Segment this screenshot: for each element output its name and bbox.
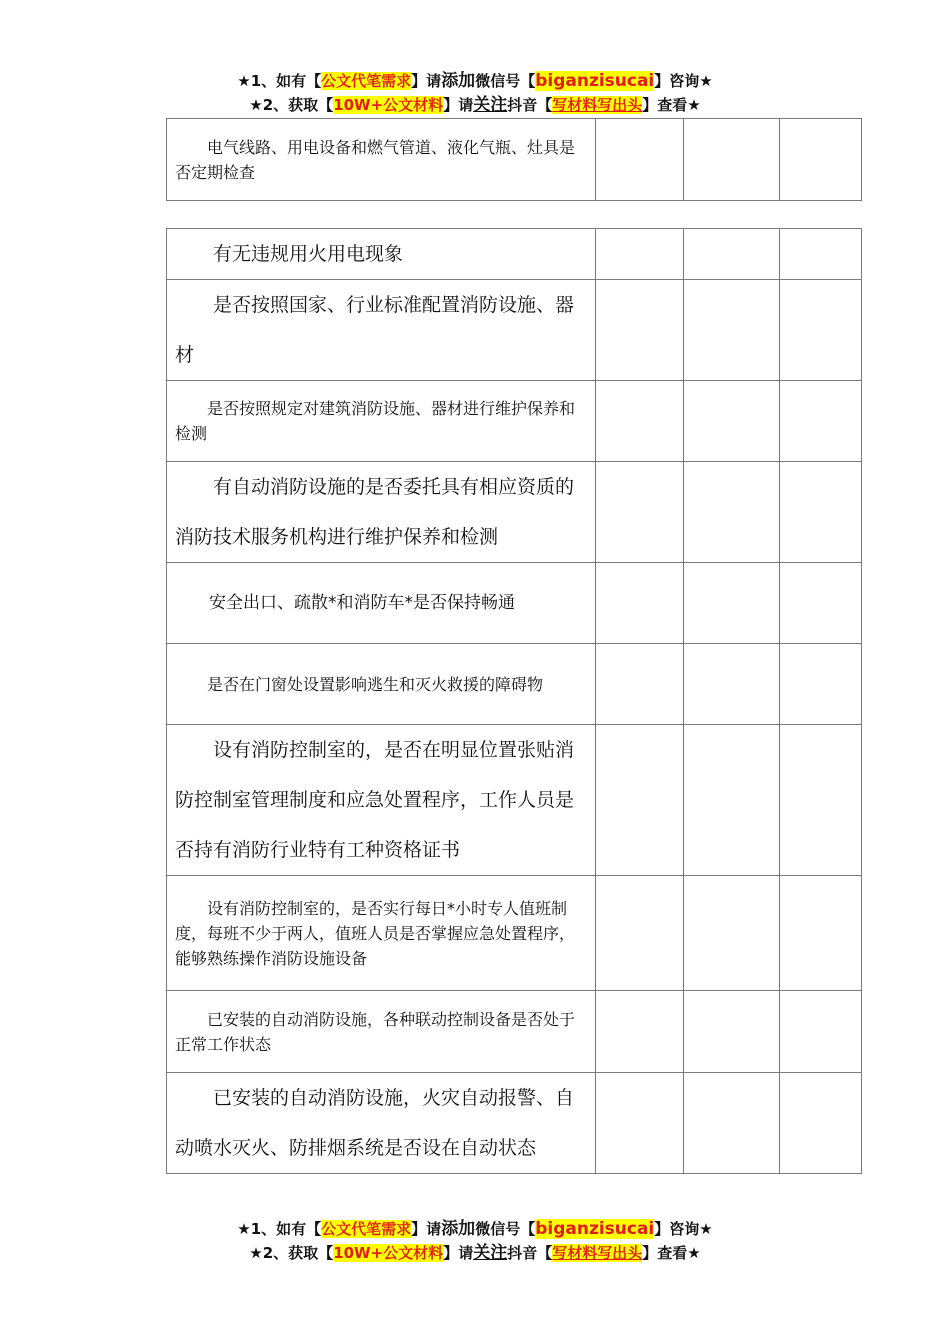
result-cell bbox=[780, 381, 862, 462]
result-cell bbox=[596, 725, 684, 876]
table-row bbox=[167, 991, 862, 1073]
result-cell bbox=[684, 229, 780, 280]
banner-text: 】查看★ bbox=[642, 96, 701, 114]
result-cell bbox=[596, 119, 684, 201]
result-cell bbox=[780, 563, 862, 644]
banner-text: 】请 bbox=[411, 1220, 442, 1238]
result-cell bbox=[596, 229, 684, 280]
check-item-text: 是否在门窗处设置影响逃生和灭火救援的障碍物 bbox=[207, 674, 544, 694]
banner-text: ★2、获取【 bbox=[249, 1244, 334, 1262]
result-cell bbox=[780, 1073, 862, 1174]
banner-line-1 bbox=[0, 69, 950, 93]
result-cell bbox=[780, 725, 862, 876]
header-banner bbox=[0, 69, 950, 117]
check-item-text: 已安装的自动消防设施，各种联动控制设备是否处于正常工作状态 bbox=[175, 1009, 576, 1054]
result-cell bbox=[780, 991, 862, 1073]
banner-text: ★2、获取【 bbox=[249, 96, 334, 114]
banner-highlight: 公文代笔需求 bbox=[321, 72, 412, 90]
banner-line-2 bbox=[0, 1241, 950, 1265]
result-cell bbox=[596, 876, 684, 991]
checklist-table-1 bbox=[166, 118, 862, 201]
banner-text: ★1、如有【 bbox=[237, 72, 322, 90]
result-cell bbox=[780, 876, 862, 991]
banner-line-2 bbox=[0, 93, 950, 117]
check-item-text: 设有消防控制室的，是否在明显位置张贴消防控制室管理制度和应急处置程序，工作人员是否持有消防行业特有工种资格证书 bbox=[175, 739, 575, 861]
banner-emphasis: 添加 bbox=[441, 1219, 476, 1239]
banner-emphasis: 关注 bbox=[473, 95, 508, 115]
banner-text: 抖音【 bbox=[507, 96, 553, 114]
result-cell bbox=[684, 991, 780, 1073]
table-row bbox=[167, 381, 862, 462]
result-cell bbox=[684, 462, 780, 563]
banner-emphasis: 关注 bbox=[473, 1243, 508, 1263]
check-item-cell bbox=[167, 725, 596, 876]
check-item-cell bbox=[167, 462, 596, 563]
table-row bbox=[167, 1073, 862, 1174]
banner-highlight: 写材料写出头 bbox=[552, 1244, 643, 1262]
table-row bbox=[167, 280, 862, 381]
banner-highlight: 公文代笔需求 bbox=[321, 1220, 412, 1238]
banner-highlight: 10W+公文材料 bbox=[333, 1244, 444, 1262]
result-cell bbox=[684, 563, 780, 644]
banner-highlight: 写材料写出头 bbox=[552, 96, 643, 114]
check-item-text: 设有消防控制室的，是否实行每日*小时专人值班制度，每班不少于两人，值班人员是否掌握应急处置程序，能够熟练操作消防设施设备 bbox=[175, 898, 576, 968]
banner-text: 】咨询★ bbox=[654, 1220, 713, 1238]
banner-text: 抖音【 bbox=[507, 1244, 553, 1262]
banner-text: 微信号【 bbox=[475, 72, 536, 90]
banner-text: 微信号【 bbox=[475, 1220, 536, 1238]
banner-text: 】请 bbox=[443, 1244, 474, 1262]
table-row bbox=[167, 229, 862, 280]
result-cell bbox=[684, 381, 780, 462]
check-item-cell bbox=[167, 991, 596, 1073]
check-item-cell bbox=[167, 876, 596, 991]
result-cell bbox=[684, 644, 780, 725]
banner-line-1 bbox=[0, 1217, 950, 1241]
check-item-text: 是否按照国家、行业标准配置消防设施、器材 bbox=[175, 294, 575, 366]
result-cell bbox=[596, 644, 684, 725]
check-item-text: 有无违规用火用电现象 bbox=[213, 243, 404, 265]
table-row bbox=[167, 563, 862, 644]
check-item-cell bbox=[167, 119, 596, 201]
result-cell bbox=[596, 1073, 684, 1174]
result-cell bbox=[596, 381, 684, 462]
check-item-text: 安全出口、疏散*和消防车*是否保持畅通 bbox=[209, 593, 515, 613]
result-cell bbox=[596, 991, 684, 1073]
banner-wechat-id: biganzisucai bbox=[535, 71, 655, 91]
result-cell bbox=[684, 280, 780, 381]
table-row bbox=[167, 462, 862, 563]
check-item-cell bbox=[167, 644, 596, 725]
banner-text: 】查看★ bbox=[642, 1244, 701, 1262]
check-item-text: 是否按照规定对建筑消防设施、器材进行维护保养和检测 bbox=[175, 399, 576, 443]
banner-text: 】咨询★ bbox=[654, 72, 713, 90]
banner-text: 】请 bbox=[411, 72, 442, 90]
result-cell bbox=[780, 462, 862, 563]
result-cell bbox=[684, 119, 780, 201]
result-cell bbox=[780, 229, 862, 280]
result-cell bbox=[596, 280, 684, 381]
result-cell bbox=[684, 1073, 780, 1174]
check-item-cell bbox=[167, 280, 596, 381]
checklist-table-2 bbox=[166, 228, 862, 1174]
check-item-cell bbox=[167, 229, 596, 280]
result-cell bbox=[596, 563, 684, 644]
check-item-text: 电气线路、用电设备和燃气管道、液化气瓶、灶具是否定期检查 bbox=[175, 137, 576, 182]
result-cell bbox=[684, 725, 780, 876]
banner-text: ★1、如有【 bbox=[237, 1220, 322, 1238]
check-item-cell bbox=[167, 563, 596, 644]
result-cell bbox=[684, 876, 780, 991]
banner-highlight: 10W+公文材料 bbox=[333, 96, 444, 114]
check-item-text: 有自动消防设施的是否委托具有相应资质的消防技术服务机构进行维护保养和检测 bbox=[175, 476, 575, 548]
table-row bbox=[167, 119, 862, 201]
table-row bbox=[167, 725, 862, 876]
banner-wechat-id: biganzisucai bbox=[535, 1219, 655, 1239]
result-cell bbox=[780, 644, 862, 725]
result-cell bbox=[780, 280, 862, 381]
table-row bbox=[167, 644, 862, 725]
result-cell bbox=[596, 462, 684, 563]
banner-text: 】请 bbox=[443, 96, 474, 114]
check-item-text: 已安装的自动消防设施，火灾自动报警、自动喷水灭火、防排烟系统是否设在自动状态 bbox=[175, 1087, 575, 1159]
banner-emphasis: 添加 bbox=[441, 71, 476, 91]
result-cell bbox=[780, 119, 862, 201]
check-item-cell bbox=[167, 381, 596, 462]
footer-banner bbox=[0, 1217, 950, 1265]
table-row bbox=[167, 876, 862, 991]
check-item-cell bbox=[167, 1073, 596, 1174]
